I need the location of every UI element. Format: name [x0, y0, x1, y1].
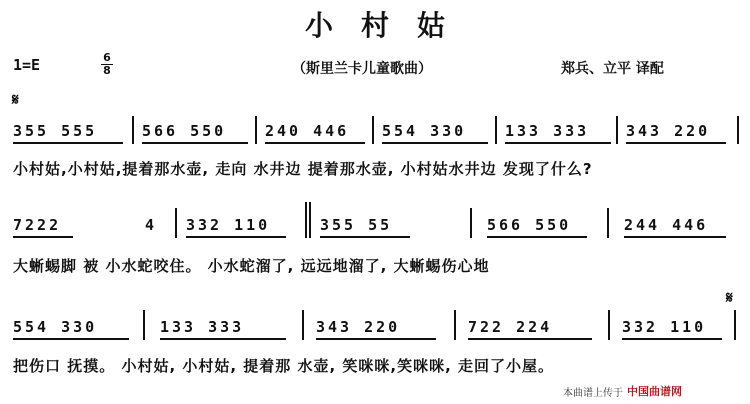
barline [175, 208, 177, 238]
lyrics-line-1: 小村姑,小村姑,提着那水壶, 走向 水井边 提着那水壶, 小村姑水井边 发现了什么? [13, 160, 593, 178]
score-title: 小村姑 [304, 9, 473, 42]
measure: 133 333 [505, 122, 590, 140]
barline [132, 116, 134, 144]
meter-top: 6 [103, 51, 111, 64]
beam [622, 338, 722, 340]
measure: 355 55 [320, 216, 393, 234]
measure: 332 110 [622, 318, 707, 336]
segno-icon: 𝄋 [12, 90, 19, 109]
barline [737, 116, 739, 144]
barline [454, 310, 456, 340]
subtitle: （斯里兰卡儿童歌曲） [292, 61, 432, 77]
measure: 355 555 [13, 122, 98, 140]
beam [505, 142, 611, 144]
repeat-barline [305, 202, 307, 238]
measure: 244 446 [624, 216, 709, 234]
measure: 4 [145, 216, 158, 234]
meter-bottom: 8 [103, 64, 111, 77]
measure: 7222 [13, 216, 62, 234]
beam [316, 338, 436, 340]
beam [142, 142, 248, 144]
barline [616, 116, 618, 144]
measure: 240 446 [265, 122, 350, 140]
measure: 343 220 [316, 318, 401, 336]
beam [13, 236, 73, 238]
barline [143, 310, 145, 340]
repeat-barline [309, 202, 311, 238]
measure: 343 220 [626, 122, 711, 140]
measure: 133 333 [160, 318, 245, 336]
beam [320, 236, 410, 238]
upload-note: 本曲谱上传于 [563, 388, 623, 399]
barline [372, 116, 374, 144]
beam [13, 338, 129, 340]
beam [487, 236, 587, 238]
lyrics-line-2: 大蜥蜴脚 被 小水蛇咬住。 小水蛇溜了, 远远地溜了, 大蜥蜴伤心地 [13, 257, 490, 275]
beam [382, 142, 488, 144]
measure: 332 110 [186, 216, 271, 234]
key-signature: 1=E [13, 56, 41, 74]
beam [624, 236, 726, 238]
barline [734, 310, 736, 340]
beam [186, 236, 286, 238]
measure: 566 550 [142, 122, 227, 140]
site-logo: 中国曲谱网 [627, 385, 682, 398]
beam [265, 142, 365, 144]
segno-icon: 𝄋 [726, 288, 733, 307]
lyrics-line-3: 把伤口 抚摸。 小村姑, 小村姑, 提着那 水壶, 笑咪咪,笑咪咪, 走回了小屋。 [13, 357, 555, 375]
beam [626, 142, 726, 144]
barline [302, 310, 304, 340]
barline [495, 116, 497, 144]
beam [468, 338, 592, 340]
measure: 722 224 [468, 318, 553, 336]
barline [470, 208, 472, 238]
measure: 566 550 [487, 216, 572, 234]
measure: 554 330 [382, 122, 467, 140]
barline [608, 310, 610, 340]
beam [160, 338, 286, 340]
barline [607, 208, 609, 238]
credits: 郑兵、立平 译配 [561, 61, 664, 77]
beam [13, 142, 123, 144]
barline [255, 116, 257, 144]
time-signature [101, 53, 113, 76]
measure: 554 330 [13, 318, 98, 336]
